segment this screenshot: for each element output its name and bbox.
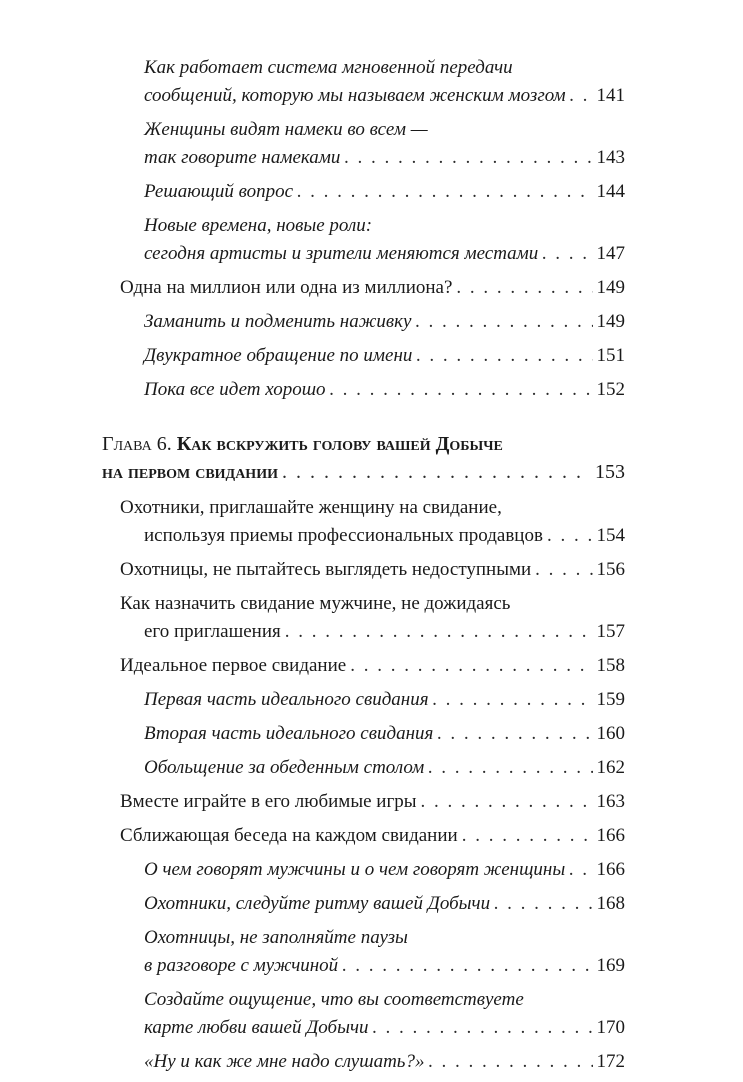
toc-entry-title: Новые времена, новые роли: [144,215,373,236]
toc-page-number: 144 [596,181,625,202]
toc-entry[interactable] [120,54,625,110]
toc-entry-line [144,240,625,268]
toc-entry-title: Женщины видят намеки во всем — [144,119,428,140]
toc-entry-title: в разговоре с мужчиной [144,955,339,976]
toc-entry-title: Сближающая беседа на каждом свидании [120,825,458,846]
dot-leader [297,178,592,206]
dot-leader [373,1014,593,1042]
toc-entry[interactable] [120,686,625,714]
toc-entry[interactable] [120,1048,625,1076]
dot-leader [535,556,592,584]
toc-page-number: 163 [596,791,625,812]
toc-entry-title: Охотники, следуйте ритму вашей Добычи [144,893,491,914]
toc-page-number: 157 [596,621,625,642]
chapter-heading[interactable] [102,430,625,486]
toc-entry-title: Двукратное обращение по имени [144,345,413,366]
toc-page-number: 149 [596,311,625,332]
toc-entry-title: Создайте ощущение, что вы соответствуете [144,989,524,1010]
chapter-title-1: Как вскружить голову вашей Добыче [176,433,503,455]
toc-entry[interactable] [120,212,625,268]
toc-entry-title: «Ну и как же мне надо слушать?» [144,1051,425,1072]
toc-entry[interactable] [120,822,625,850]
toc-entry-title: сообщений, которую мы называем женским мозгом [144,85,566,106]
dot-leader [570,82,593,110]
toc-entry-title: Вместе играйте в его любимые игры [120,791,417,812]
toc-entry-line [144,720,625,748]
toc-entry[interactable] [120,652,625,680]
toc-entry-line [144,82,625,110]
chapter-prefix: Глава 6. [102,433,172,455]
toc-entry[interactable] [120,720,625,748]
dot-leader [285,618,593,646]
chapter-title-2: на первом свидании [102,461,278,483]
toc-entry-line [120,274,625,302]
dot-leader [282,458,591,486]
toc-entry-title: Охотницы, не пытайтесь выглядеть недоступными [120,559,532,580]
toc-entry-line [120,494,625,522]
dot-leader [416,342,592,370]
toc-page-number: 166 [596,859,625,880]
toc-page-number: 141 [596,85,625,106]
toc-entry-title: сегодня артисты и зрители меняются местами [144,243,539,264]
toc-entry-title: используя приемы профессиональных продавцов [144,525,543,546]
toc-entry-line [144,342,625,370]
dot-leader [350,652,592,680]
toc-entry[interactable] [120,376,625,404]
toc-entry-line [120,522,625,550]
toc-page-number: 147 [596,243,625,264]
toc-page-number: 169 [596,955,625,976]
toc-entry-line [144,116,625,144]
toc-entry-title: Идеальное первое свидание [120,655,347,676]
dot-leader [344,144,592,172]
table-of-contents [102,54,625,1082]
toc-entry-line [120,652,625,680]
toc-entry-line [144,212,625,240]
toc-entry-title: Первая часть идеального свидания [144,689,429,710]
toc-page-number: 162 [596,757,625,778]
toc-entry-title: О чем говорят мужчины и о чем говорят женщины [144,859,566,880]
toc-entry-line [120,556,625,584]
chapter-title-line2 [102,458,625,486]
dot-leader [428,1048,592,1076]
toc-entry[interactable] [120,788,625,816]
toc-entry-line [144,952,625,980]
toc-entry-line [144,1048,625,1076]
toc-page-number: 170 [596,1017,625,1038]
toc-entry[interactable] [120,494,625,550]
toc-entry[interactable] [120,556,625,584]
toc-entry-line [120,788,625,816]
toc-entry-title: Охотники, приглашайте женщину на свидание, [120,497,502,518]
toc-entry-line [144,54,625,82]
toc-page-number: 158 [596,655,625,676]
dot-leader [462,822,593,850]
toc-entry-title: карте любви вашей Добычи [144,1017,369,1038]
toc-page-number: 156 [596,559,625,580]
toc-page-number: 160 [596,723,625,744]
toc-entry[interactable] [120,986,625,1042]
toc-entry[interactable] [120,924,625,980]
dot-leader [421,788,593,816]
toc-entry[interactable] [120,274,625,302]
dot-leader [415,308,592,336]
toc-entry-line [144,144,625,172]
toc-page-number: 172 [596,1051,625,1072]
toc-entry-line [144,1014,625,1042]
toc-entry-line [120,590,625,618]
toc-page-number: 166 [596,825,625,846]
toc-entry-line [144,178,625,206]
dot-leader [542,240,592,268]
toc-section-after [120,494,625,1076]
toc-entry[interactable] [120,754,625,782]
dot-leader [437,720,592,748]
toc-entry-title: Охотницы, не заполняйте паузы [144,927,408,948]
dot-leader [428,754,592,782]
dot-leader [547,522,593,550]
toc-section-before [120,54,625,404]
toc-entry-line [144,686,625,714]
toc-entry[interactable] [120,178,625,206]
dot-leader [569,856,592,884]
toc-entry-title: так говорите намеками [144,147,341,168]
toc-entry-title: Пока все идет хорошо [144,379,326,400]
toc-page-number: 168 [596,893,625,914]
toc-entry-title: его приглашения [144,621,281,642]
chapter-title-line1 [102,430,625,458]
toc-entry-line [144,754,625,782]
toc-entry-title: Как назначить свидание мужчине, не дожидаясь [120,593,511,614]
toc-page-number: 154 [596,525,625,546]
toc-entry-title: Заманить и подменить наживку [144,311,412,332]
toc-entry-title: Обольщение за обеденным столом [144,757,425,778]
dot-leader [433,686,593,714]
toc-entry[interactable] [120,308,625,336]
toc-entry[interactable] [120,890,625,918]
toc-page-number: 143 [596,147,625,168]
toc-entry-title: Как работает система мгновенной передачи [144,57,513,78]
toc-page-number: 152 [596,379,625,400]
toc-page-number: 149 [596,277,625,298]
toc-entry-line [144,986,625,1014]
toc-entry-title: Решающий вопрос [144,181,294,202]
dot-leader [342,952,592,980]
toc-entry-line [120,618,625,646]
toc-page-number: 159 [596,689,625,710]
toc-entry-line [144,924,625,952]
dot-leader [494,890,592,918]
toc-entry-line [144,856,625,884]
toc-entry-title: Одна на миллион или одна из миллиона? [120,277,453,298]
toc-entry[interactable] [120,590,625,646]
dot-leader [456,274,592,302]
chapter-page-number: 153 [595,461,625,483]
toc-entry-line [144,376,625,404]
toc-entry[interactable] [120,856,625,884]
dot-leader [330,376,593,404]
toc-entry-line [144,308,625,336]
toc-entry-line [144,890,625,918]
toc-entry[interactable] [120,342,625,370]
toc-page-number: 151 [596,345,625,366]
toc-entry-title: Вторая часть идеального свидания [144,723,434,744]
toc-entry-line [120,822,625,850]
toc-entry[interactable] [120,116,625,172]
